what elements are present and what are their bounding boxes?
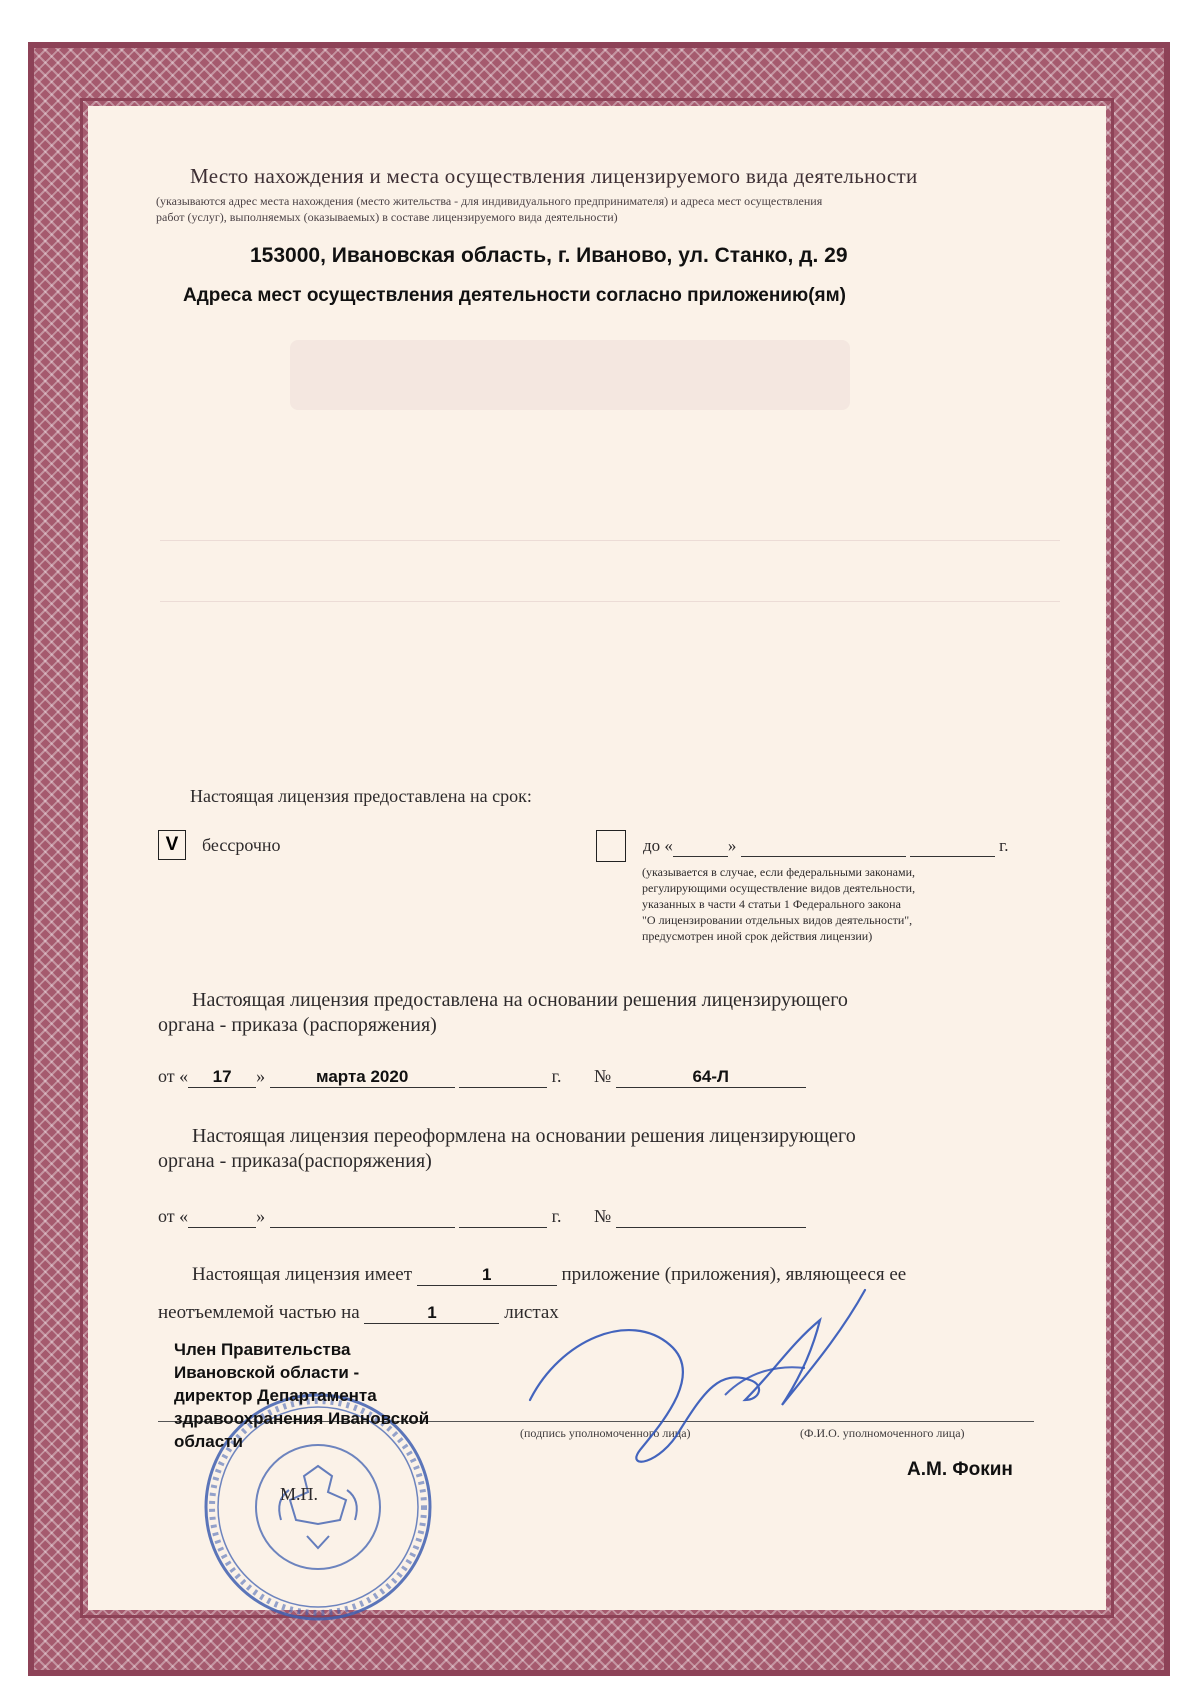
- reissue-date-row: [158, 1206, 806, 1228]
- basis-from-label: от «: [158, 1066, 189, 1086]
- position-line: области: [174, 1432, 243, 1451]
- checkmark: V: [165, 834, 179, 855]
- basis-quote-close: »: [256, 1066, 266, 1086]
- attachments-row-2: [158, 1302, 559, 1324]
- until-day-field: [673, 836, 728, 857]
- attachments-count: 1: [417, 1265, 557, 1286]
- term-intro: Настоящая лицензия предоставлена на срок:: [190, 786, 532, 806]
- signatory-position: [174, 1338, 429, 1453]
- reissue-month-field: [270, 1206, 455, 1228]
- basis-date-row: [158, 1066, 806, 1088]
- basis-number: 64-Л: [616, 1067, 806, 1088]
- limited-checkbox: [596, 830, 626, 862]
- position-line: Ивановской области -: [174, 1363, 360, 1382]
- reissue-year-field: [459, 1206, 547, 1228]
- basis-day: 17: [188, 1067, 256, 1088]
- term-note-line: регулирующими осуществление видов деятельности,: [642, 881, 916, 895]
- header-title: Место нахождения и места осуществления лицензируемого вида деятельности: [190, 164, 918, 188]
- reissue-from-label: от «: [158, 1206, 189, 1226]
- position-line: Член Правительства: [174, 1340, 351, 1359]
- term-note: [642, 864, 1042, 944]
- address-line: 153000, Ивановская область, г. Иваново, ул. Станко, д. 29: [250, 244, 848, 267]
- signer-name: А.М. Фокин: [907, 1459, 1013, 1480]
- reissue-year-suffix: г.: [551, 1206, 562, 1226]
- attachments-prefix: Настоящая лицензия имеет: [192, 1264, 413, 1285]
- attachments-line2-prefix: неотъемлемой частью на: [158, 1302, 360, 1323]
- basis-line-2: органа - приказа (распоряжения): [158, 1014, 437, 1036]
- attachments-suffix: приложение (приложения), являющееся ее: [561, 1264, 907, 1285]
- header-hint-1: (указываются адрес места нахождения (место жительства - для индивидуального предпринимателя) и адреса мест осуществления: [156, 194, 823, 208]
- reissue-day-field: [188, 1206, 256, 1228]
- reissue-line-1: Настоящая лицензия переоформлена на основании решения лицензирующего: [192, 1125, 856, 1147]
- ghost-lines: [160, 540, 1060, 602]
- basis-line-1: Настоящая лицензия предоставлена на основании решения лицензирующего: [192, 989, 848, 1011]
- signature-label: (подпись уполномоченного лица): [520, 1426, 691, 1440]
- term-note-line: предусмотрен иной срок действия лицензии): [642, 929, 873, 943]
- attachments-sheets: 1: [364, 1303, 499, 1324]
- basis-month-year: марта 2020: [270, 1067, 455, 1088]
- name-label: (Ф.И.О. уполномоченного лица): [800, 1426, 965, 1440]
- addresses-note: Адреса мест осуществления деятельности согласно приложению(ям): [183, 285, 846, 306]
- attachments-line2-suffix: листах: [504, 1302, 559, 1323]
- until-year-field: [910, 836, 995, 857]
- until-year-suffix: г.: [999, 836, 1009, 855]
- reissue-number-label: №: [594, 1206, 612, 1226]
- handwritten-signature-icon: [520, 1250, 880, 1480]
- basis-year-field: [459, 1066, 547, 1088]
- unlimited-checkbox: [158, 830, 186, 860]
- term-note-line: "О лицензировании отдельных видов деятельности",: [642, 913, 913, 927]
- until-close: »: [727, 836, 737, 855]
- reissue-number-field: [616, 1206, 806, 1228]
- ghost-title-watermark: [290, 340, 850, 410]
- position-line: директор Департамента: [174, 1386, 377, 1405]
- header-hint-2: работ (услуг), выполняемых (оказываемых) в составе лицензируемого вида деятельности): [156, 210, 618, 224]
- reissue-quote-close: »: [256, 1206, 266, 1226]
- basis-year-suffix: г.: [551, 1066, 562, 1086]
- position-line: здравоохранения Ивановской: [174, 1409, 430, 1428]
- term-note-line: (указывается в случае, если федеральными законами,: [642, 865, 916, 879]
- term-note-line: указанных в части 4 статьи 1 Федерального закона: [642, 897, 901, 911]
- basis-number-label: №: [594, 1066, 612, 1086]
- until-row: [643, 836, 1008, 857]
- stamp-place-label: М.П.: [280, 1484, 319, 1504]
- until-month-field: [741, 836, 906, 857]
- until-prefix: до «: [643, 836, 673, 855]
- unlimited-label: бессрочно: [202, 835, 281, 855]
- reissue-line-2: органа - приказа(распоряжения): [158, 1150, 432, 1172]
